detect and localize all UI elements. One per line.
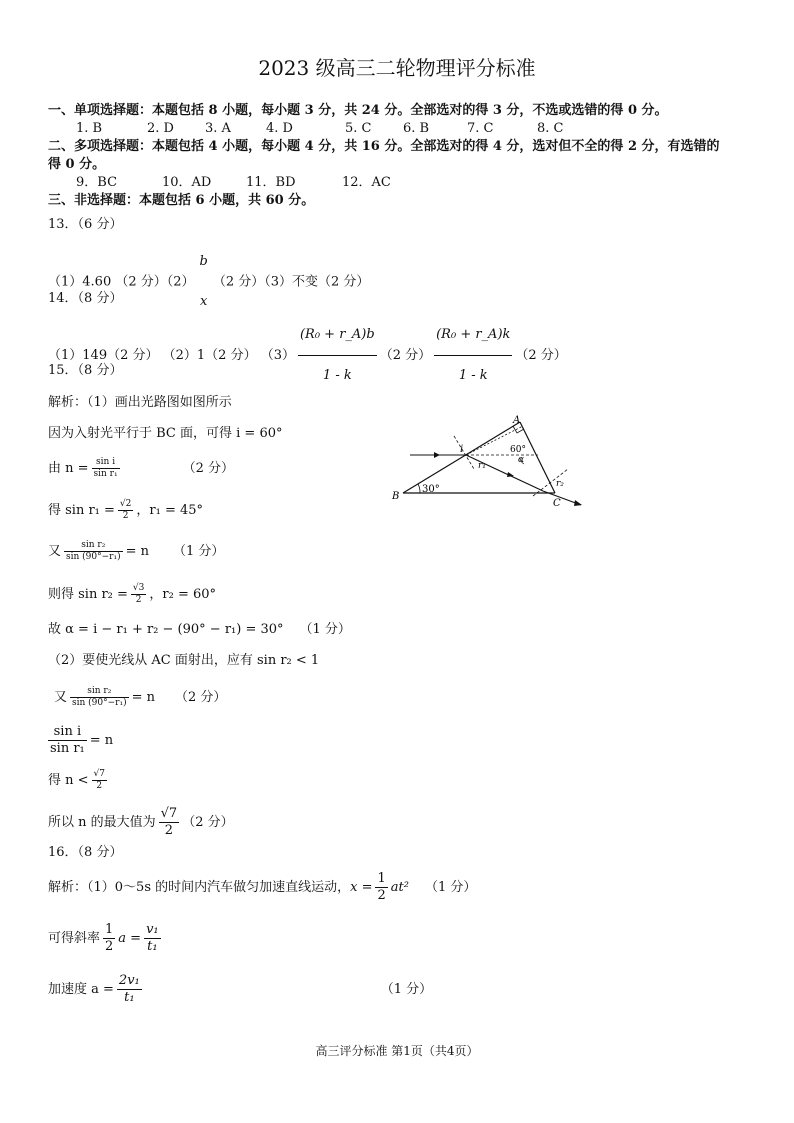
q15-line10 bbox=[48, 723, 113, 759]
q15-l9-frac bbox=[70, 686, 129, 709]
q16-l2-num2: v₁ bbox=[146, 922, 159, 937]
answer-1: 1. B bbox=[76, 121, 103, 136]
q15-l7-text: 故 α = i − r₁ + r₂ − (90° − r₁) = 30° bbox=[48, 622, 284, 637]
q16-heading: 16．（8 分） bbox=[48, 845, 123, 860]
q16-l2-den: 2 bbox=[105, 939, 114, 954]
q15-l9-pre: 又 bbox=[54, 690, 68, 705]
q15-line11 bbox=[48, 767, 110, 795]
exit-arrow bbox=[574, 500, 582, 506]
q15-l3-den: sin r₁ bbox=[93, 469, 118, 479]
q15-l6-frac bbox=[131, 583, 146, 606]
q15-l12-den: 2 bbox=[164, 823, 174, 838]
q15-line5 bbox=[48, 538, 224, 566]
page-footer: 高三评分标准 第1页（共4页） bbox=[315, 1044, 479, 1058]
q15-l4-pre: 得 sin r₁ = bbox=[48, 503, 115, 518]
q14-answer-line bbox=[48, 315, 567, 396]
q15-l11-den: 2 bbox=[96, 781, 103, 791]
q13-heading: 13．（6 分） bbox=[48, 217, 123, 232]
q15-l5-den: sin (90°−r₁) bbox=[66, 552, 121, 562]
q15-l4-num: √2 bbox=[119, 499, 132, 509]
q16-l1-den: 2 bbox=[377, 888, 386, 903]
section1-heading: 一、单项选择题：本题包括 8 小题，每小题 3 分，共 24 分。全部选对的得 3 分，不选或选错的得 0 分。 bbox=[48, 103, 668, 118]
answer-4: 4. D bbox=[266, 121, 293, 136]
q15-l12-pre: 所以 n 的最大值为 bbox=[48, 815, 156, 830]
q16-l1-num: 1 bbox=[377, 871, 386, 886]
q15-l11-num: √7 bbox=[93, 769, 105, 779]
incident-arrow bbox=[434, 452, 440, 458]
q15-l11-frac bbox=[92, 769, 107, 792]
q15-l7-score: （1 分） bbox=[299, 622, 351, 637]
q15-l5-num: sin r₂ bbox=[64, 540, 123, 552]
q15-l5-post: = n bbox=[125, 544, 150, 559]
q14-part1: （1）149（2 分） （2）1（2 分） （3） bbox=[48, 348, 295, 363]
q15-l6-den: 2 bbox=[135, 595, 142, 605]
section1-answers bbox=[76, 121, 563, 137]
q16-l3-pre: 加速度 a = bbox=[48, 982, 114, 997]
q15-l10-num: sin i bbox=[48, 724, 87, 741]
q13-frac-num: b bbox=[199, 254, 208, 269]
section2-heading-line1: 二、多项选择题：本题包括 4 小题，每小题 4 分，共 16 分。全部选对的得 4 分，选对但不全的得 2 分，有选错的 bbox=[48, 139, 720, 154]
refracted-arrow bbox=[507, 472, 514, 477]
page-title: 2023 级高三二轮物理评分标准 bbox=[258, 56, 536, 80]
prism-light-path-diagram bbox=[388, 414, 588, 514]
q16-l1-frac bbox=[375, 871, 387, 904]
q15-line3 bbox=[48, 455, 234, 483]
section2-heading-line2: 得 0 分。 bbox=[48, 157, 106, 172]
q13-frac-den: x bbox=[200, 294, 208, 309]
q16-l3-num: 2v₁ bbox=[118, 973, 140, 988]
q15-l5-pre: 又 bbox=[48, 544, 62, 559]
label-a: A bbox=[513, 415, 521, 426]
q16-l3-frac bbox=[117, 973, 142, 1006]
label-angle-b: 30° bbox=[422, 484, 440, 495]
q16-l1-score: （1 分） bbox=[424, 880, 477, 895]
q15-line7 bbox=[48, 622, 351, 638]
q14-part3: （2 分） bbox=[515, 348, 567, 363]
q13-part1: （1）4.60 （2 分）（2） bbox=[48, 274, 195, 290]
q15-l6-pre: 则得 sin r₂ = bbox=[48, 587, 128, 602]
q15-l12-frac bbox=[159, 806, 180, 839]
q14-part2: （2 分） bbox=[379, 348, 432, 363]
section2-answers bbox=[76, 175, 391, 191]
q13-answer-line bbox=[48, 242, 369, 322]
q15-l3-score: （2 分） bbox=[182, 461, 235, 476]
q16-l1-text: 解析：（1）0～5s 的时间内汽车做匀加速直线运动， bbox=[48, 880, 351, 895]
q15-l5-score: （1 分） bbox=[173, 544, 225, 559]
section3-heading: 三、非选择题：本题包括 6 小题，共 60 分。 bbox=[48, 193, 315, 208]
q16-l2-frac2 bbox=[144, 922, 161, 955]
label-i: i bbox=[460, 444, 464, 455]
q16-line1 bbox=[48, 868, 476, 908]
q16-l1-eq-pre: x = bbox=[350, 880, 373, 895]
q15-l6-post: ，r₂ = 60° bbox=[149, 587, 217, 602]
q15-l12-num: √7 bbox=[160, 806, 178, 821]
q15-l3-pre: 由 n = bbox=[48, 461, 89, 476]
q16-l2-num: 1 bbox=[105, 922, 114, 937]
q15-l6-num: √3 bbox=[132, 583, 145, 593]
answer-2: 2. D bbox=[147, 121, 174, 136]
q15-line9 bbox=[54, 684, 226, 712]
q15-l11-pre: 得 n < bbox=[48, 773, 89, 788]
answer-8: 8. C bbox=[537, 121, 564, 136]
label-b: B bbox=[392, 491, 400, 502]
q14-f2-den: 1 - k bbox=[458, 368, 488, 383]
q15-l12-score: （2 分） bbox=[182, 815, 234, 830]
q15-line6 bbox=[48, 581, 216, 609]
answer-10: 10．AD bbox=[162, 175, 212, 190]
answer-12: 12．AC bbox=[342, 175, 391, 190]
label-r1: r₁ bbox=[478, 461, 486, 471]
q14-heading: 14．（8 分） bbox=[48, 291, 123, 306]
answer-5: 5. C bbox=[345, 121, 372, 136]
q15-line2: 因为入射光平行于 BC 面，可得 i = 60° bbox=[48, 426, 283, 441]
q16-l3-score: （1 分） bbox=[380, 982, 433, 997]
q14-fraction1 bbox=[298, 315, 377, 396]
q14-fraction2 bbox=[434, 315, 512, 396]
q16-l2-pre: 可得斜率 bbox=[48, 931, 101, 946]
q16-l1-eq-post: at² bbox=[390, 880, 409, 895]
q16-l2-den2: t₁ bbox=[147, 939, 158, 954]
q15-line12 bbox=[48, 805, 234, 841]
answer-7: 7. C bbox=[467, 121, 494, 136]
q16-l2-frac1 bbox=[103, 922, 115, 955]
q15-l3-num: sin i bbox=[92, 457, 120, 469]
q15-l9-post: = n bbox=[131, 690, 156, 705]
q15-l3-frac bbox=[92, 457, 120, 480]
answer-11: 11．BD bbox=[246, 175, 296, 190]
q16-line3 bbox=[48, 970, 432, 1010]
q15-l5-frac bbox=[64, 540, 123, 563]
q14-f2-num: (R₀ + r_A)k bbox=[434, 315, 512, 356]
label-alpha: α bbox=[518, 455, 525, 465]
label-angle-a: 60° bbox=[510, 445, 526, 455]
q15-l4-post: ，r₁ = 45° bbox=[136, 503, 204, 518]
q15-l10-frac bbox=[48, 724, 87, 757]
q15-l9-score: （2 分） bbox=[175, 690, 227, 705]
q15-l9-num: sin r₂ bbox=[70, 686, 129, 698]
q15-line4 bbox=[48, 497, 203, 525]
angle-b-arc bbox=[418, 484, 420, 493]
q13-part2: （2 分）（3）不变（2 分） bbox=[212, 274, 370, 290]
q15-l10-den: sin r₁ bbox=[50, 741, 85, 756]
q15-line8: （2）要使光线从 AC 面射出，应有 sin r₂ < 1 bbox=[48, 653, 320, 668]
q14-f1-den: 1 - k bbox=[322, 368, 352, 383]
q16-l2-mid: a = bbox=[118, 931, 142, 946]
q16-l3-den: t₁ bbox=[124, 990, 135, 1005]
label-r2: r₂ bbox=[556, 479, 564, 489]
answer-3: 3. A bbox=[205, 121, 231, 136]
q15-l9-den: sin (90°−r₁) bbox=[72, 698, 127, 708]
q13-fraction bbox=[198, 242, 210, 322]
answer-9: 9．BC bbox=[76, 175, 118, 190]
q15-l4-frac bbox=[118, 499, 133, 522]
q15-heading: 15．（8 分） bbox=[48, 363, 123, 378]
label-c: C bbox=[553, 498, 561, 509]
prism-side-ab bbox=[403, 422, 520, 493]
q15-l4-den: 2 bbox=[122, 511, 129, 521]
q15-l10-post: = n bbox=[89, 733, 114, 748]
answer-6: 6. B bbox=[403, 121, 430, 136]
q16-line2 bbox=[48, 919, 164, 959]
q14-f1-num: (R₀ + r_A)b bbox=[298, 315, 377, 356]
q15-line1: 解析：（1）画出光路图如图所示 bbox=[48, 395, 232, 410]
